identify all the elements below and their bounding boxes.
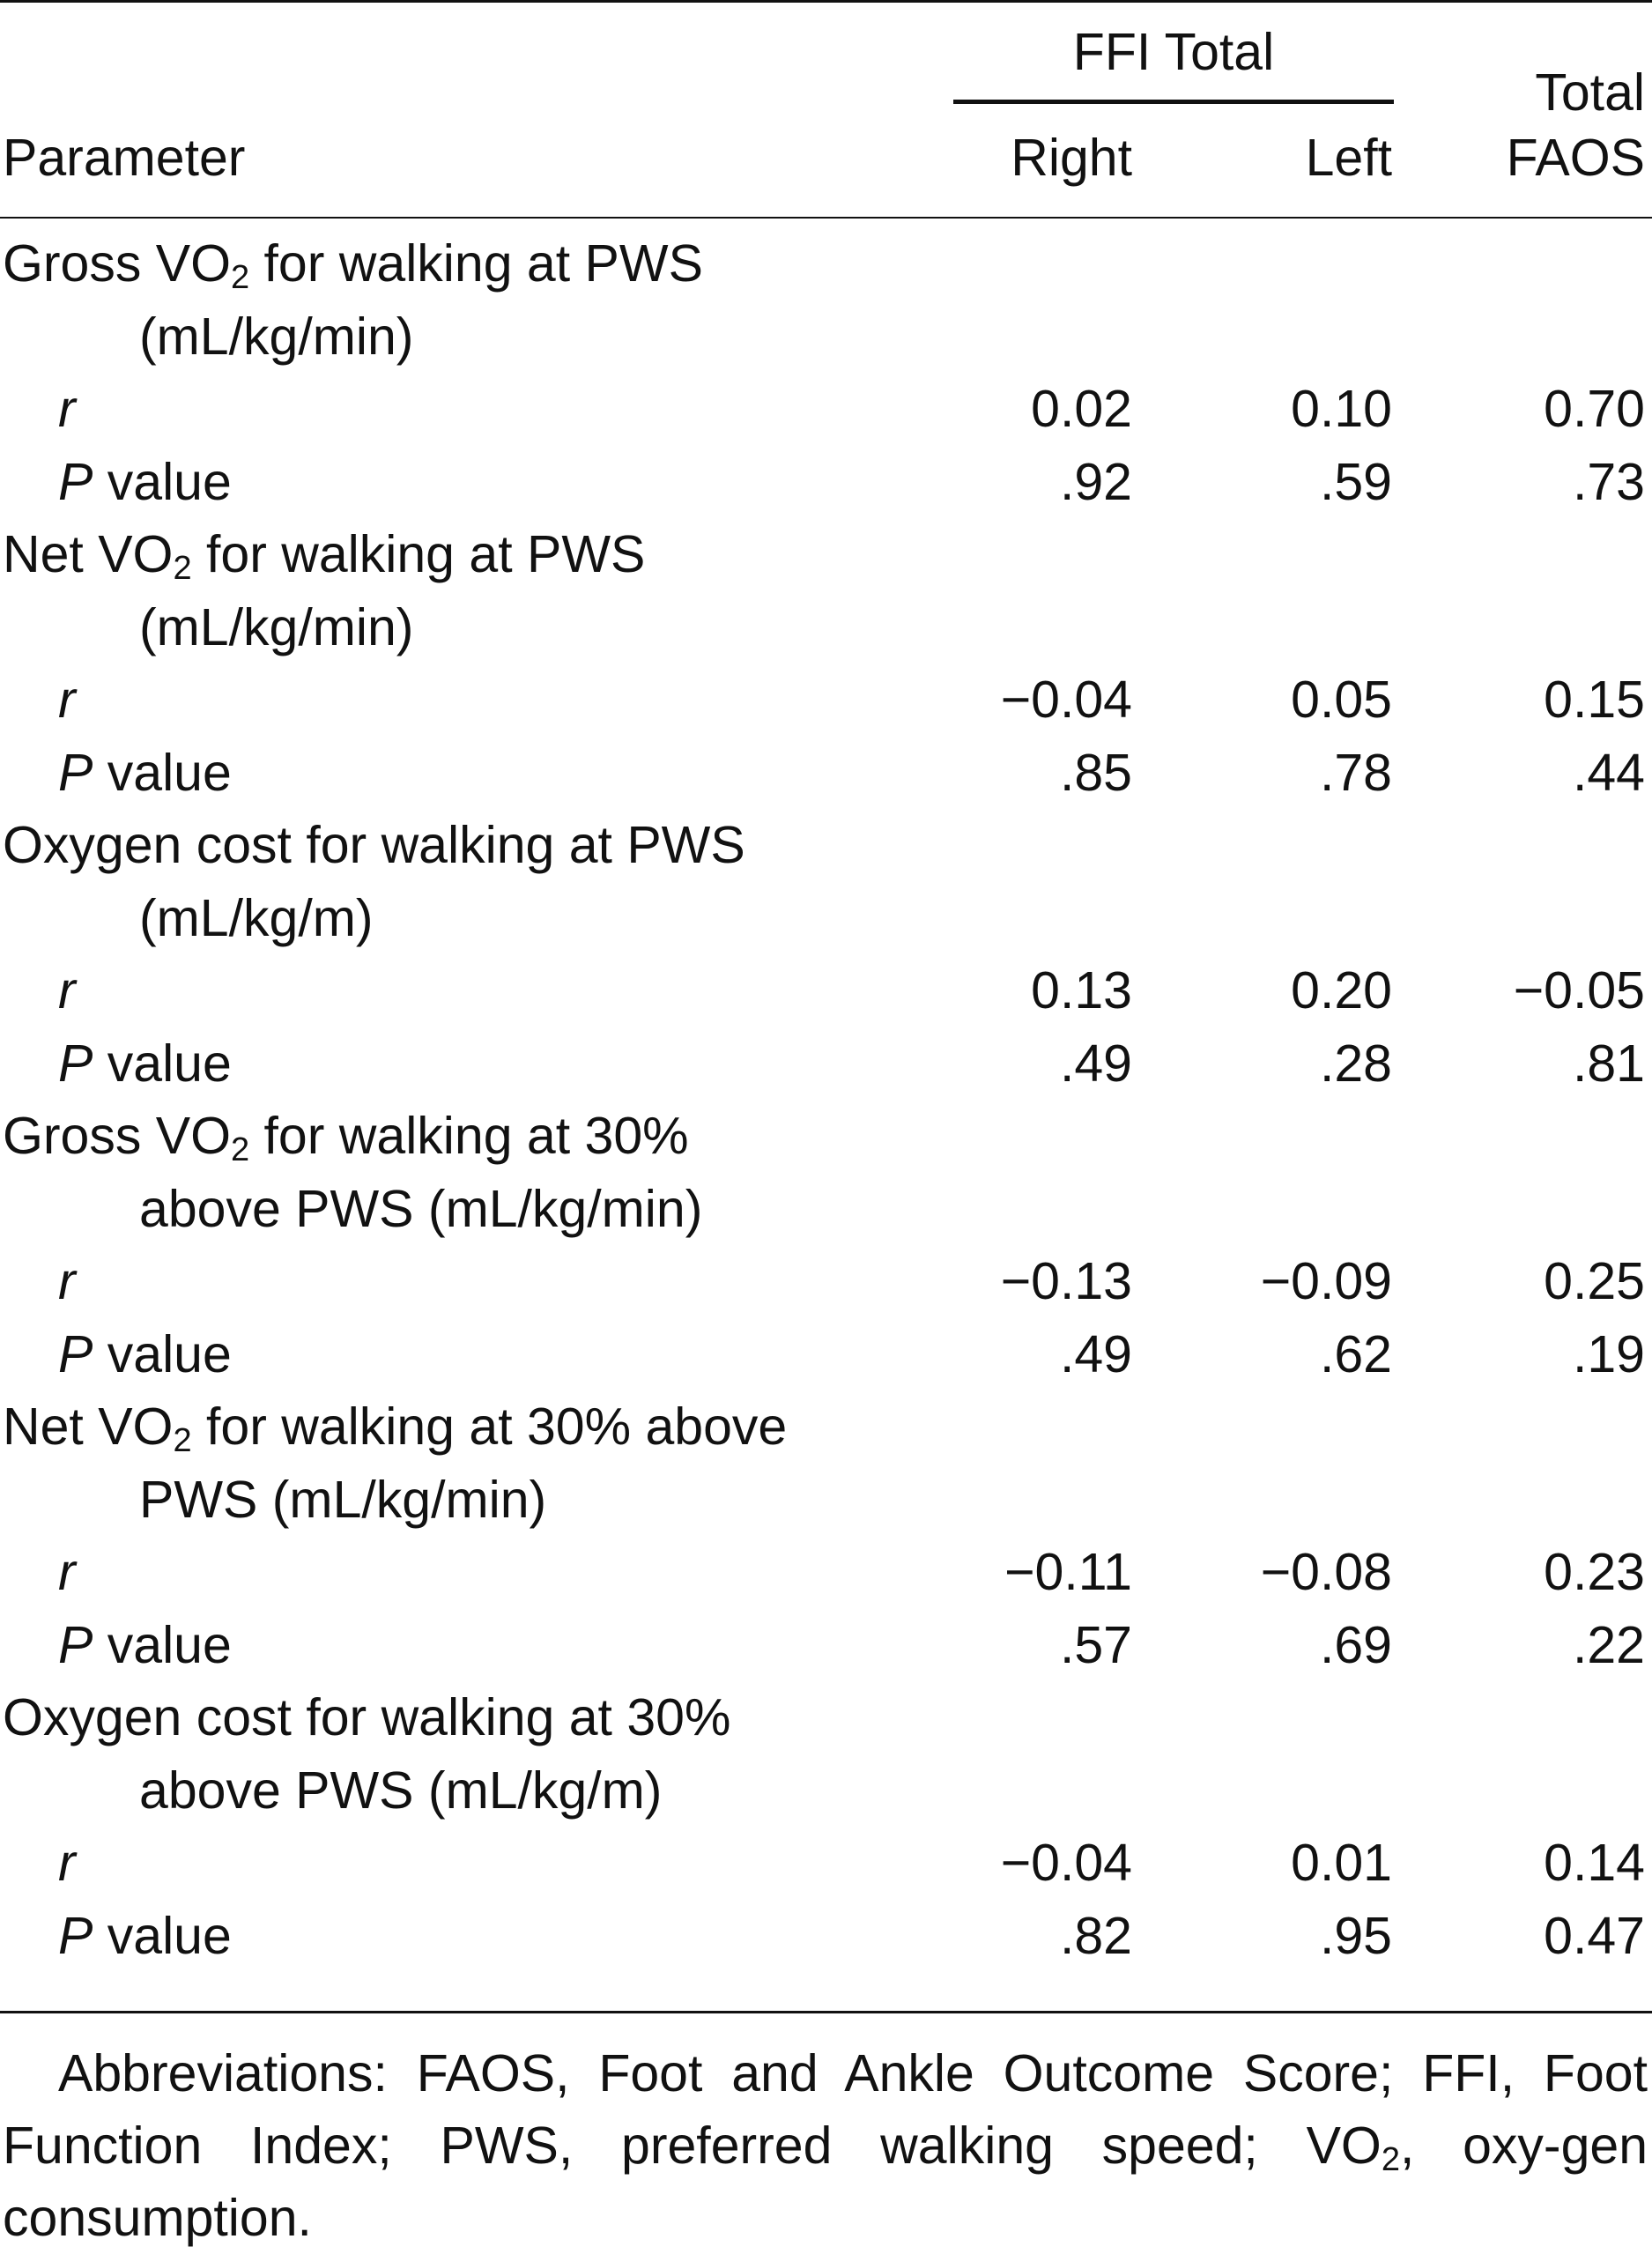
parameter-header: Parameter [3, 129, 246, 187]
p-value-total-faos: .19 [1572, 1324, 1645, 1383]
parameter-unit-line: (mL/kg/m) [139, 888, 374, 947]
p-value-label [58, 1034, 232, 1093]
parameter-unit-line: above PWS (mL/kg/min) [139, 1179, 703, 1238]
p-label-rest: value [93, 1906, 232, 1965]
p-value-label [58, 1615, 232, 1674]
r-value-ffi-left: 0.10 [1291, 380, 1392, 438]
r-value-ffi-right: 0.02 [1031, 380, 1132, 438]
parameter-name-suffix: for walking at PWS [249, 234, 703, 293]
r-value-ffi-left: −0.08 [1260, 1543, 1392, 1601]
r-label: r [58, 1252, 76, 1310]
p-label-italic: P [58, 1906, 93, 1965]
table-footnote [3, 2037, 1648, 2254]
right-header: Right [1011, 129, 1132, 187]
p-label-italic: P [58, 1324, 93, 1383]
p-value-ffi-left: .62 [1319, 1324, 1392, 1383]
parameter-name-text: Gross VO [3, 234, 231, 293]
r-value-ffi-right: −0.13 [1000, 1252, 1132, 1310]
p-label-italic: P [58, 1034, 93, 1093]
r-label: r [58, 1543, 76, 1601]
p-label-rest: value [93, 452, 232, 511]
p-value-label [58, 1906, 232, 1965]
p-value-ffi-right: .92 [1059, 452, 1132, 511]
parameter-unit-line: PWS (mL/kg/min) [139, 1470, 547, 1529]
footnote-text: Abbreviations: FAOS, Foot and Ankle Outcome Score; FFI, Foot Function Index; PWS, preferred walking speed; VO [3, 2044, 1648, 2175]
footnote-subscript: 2 [1381, 2141, 1400, 2178]
r-value-total-faos: 0.15 [1544, 671, 1645, 729]
parameter-name [3, 816, 745, 874]
r-label: r [58, 961, 76, 1019]
r-value-ffi-right: −0.04 [1000, 1834, 1132, 1892]
parameter-name-text: Gross VO [3, 1107, 231, 1165]
r-value-ffi-right: −0.11 [1004, 1543, 1132, 1601]
r-value-ffi-left: 0.20 [1291, 961, 1392, 1019]
parameter-name-suffix: for walking at PWS [191, 525, 646, 583]
p-label-italic: P [58, 452, 93, 511]
parameter-name [3, 1398, 788, 1459]
parameter-name [3, 525, 646, 587]
p-value-ffi-right: .82 [1059, 1906, 1132, 1965]
p-value-ffi-right: .49 [1059, 1034, 1132, 1093]
p-value-ffi-left: .69 [1319, 1615, 1392, 1674]
p-value-total-faos: 0.47 [1544, 1906, 1645, 1965]
p-value-ffi-right: .85 [1059, 743, 1132, 802]
p-value-ffi-left: .59 [1319, 452, 1392, 511]
parameter-unit-line: (mL/kg/min) [139, 597, 414, 656]
r-value-total-faos: 0.25 [1544, 1252, 1645, 1310]
footnote-text-end: , oxy-gen consumption. [3, 2117, 1648, 2247]
left-header: Left [1305, 129, 1392, 187]
parameter-unit-line: (mL/kg/min) [139, 307, 414, 366]
r-label: r [58, 671, 76, 729]
table-top-rule [0, 0, 1652, 3]
total-faos-header-line2: FAOS [1506, 129, 1645, 187]
p-label-rest: value [93, 1324, 232, 1383]
p-label-rest: value [93, 1615, 232, 1674]
parameter-unit-line: above PWS (mL/kg/m) [139, 1761, 663, 1820]
p-value-ffi-right: .49 [1059, 1324, 1132, 1383]
r-value-ffi-right: −0.04 [1000, 671, 1132, 729]
p-label-italic: P [58, 1615, 93, 1674]
total-faos-header-line1: Total [1535, 63, 1645, 122]
p-value-ffi-left: .28 [1319, 1034, 1392, 1093]
p-value-label [58, 452, 232, 511]
table-bottom-rule [0, 2011, 1652, 2013]
p-label-rest: value [93, 743, 232, 802]
parameter-subscript: 2 [231, 1131, 250, 1168]
parameter-name-text: Oxygen cost for walking at PWS [3, 816, 745, 874]
p-value-ffi-right: .57 [1059, 1615, 1132, 1674]
p-value-ffi-left: .78 [1319, 743, 1392, 802]
parameter-name-text: Net VO [3, 525, 174, 583]
r-value-total-faos: 0.23 [1544, 1543, 1645, 1601]
parameter-name-text: Net VO [3, 1398, 174, 1456]
r-label: r [58, 1834, 76, 1892]
ffi-group-rule [953, 100, 1394, 104]
parameter-subscript: 2 [231, 259, 250, 296]
header-rule [0, 217, 1652, 219]
parameter-name [3, 234, 703, 296]
parameter-name-suffix: for walking at 30% above [191, 1398, 788, 1456]
p-label-italic: P [58, 743, 93, 802]
ffi-total-header: FFI Total [1072, 23, 1275, 81]
p-value-total-faos: .22 [1572, 1615, 1645, 1674]
r-value-ffi-left: 0.05 [1291, 671, 1392, 729]
parameter-subscript: 2 [173, 550, 192, 587]
r-label: r [58, 380, 76, 438]
parameter-name-suffix: for walking at 30% [249, 1107, 689, 1165]
parameter-name [3, 1688, 731, 1746]
r-value-ffi-left: 0.01 [1291, 1834, 1392, 1892]
p-value-ffi-left: .95 [1319, 1906, 1392, 1965]
p-value-label [58, 1324, 232, 1383]
p-value-total-faos: .81 [1572, 1034, 1645, 1093]
r-value-total-faos: 0.14 [1544, 1834, 1645, 1892]
p-value-label [58, 743, 232, 802]
parameter-name-text: Oxygen cost for walking at 30% [3, 1688, 731, 1746]
r-value-ffi-right: 0.13 [1031, 961, 1132, 1019]
p-value-total-faos: .73 [1572, 452, 1645, 511]
parameter-subscript: 2 [173, 1422, 192, 1459]
r-value-total-faos: −0.05 [1513, 961, 1645, 1019]
p-value-total-faos: .44 [1572, 743, 1645, 802]
r-value-ffi-left: −0.09 [1260, 1252, 1392, 1310]
parameter-name [3, 1107, 689, 1168]
r-value-total-faos: 0.70 [1544, 380, 1645, 438]
p-label-rest: value [93, 1034, 232, 1093]
